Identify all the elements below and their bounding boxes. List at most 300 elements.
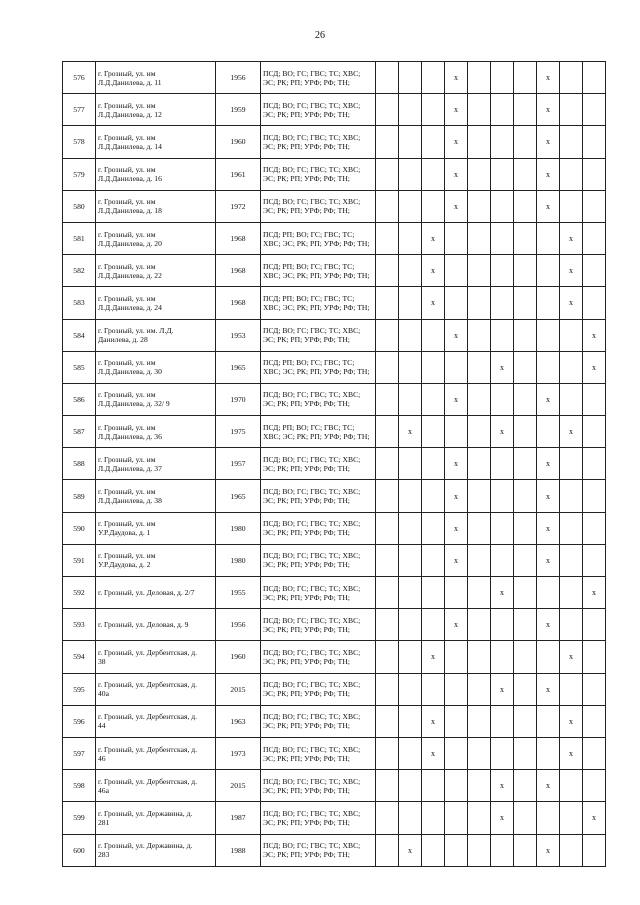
period-mark-cell [422, 351, 445, 383]
systems-cell: ПСД; ВО; ГС; ГВС; ТС; ХВС; ЭС; РК; РП; УРФ; РФ; ТН; [261, 577, 376, 609]
period-mark-cell: х [583, 577, 606, 609]
period-mark-cell [376, 544, 399, 576]
period-mark-cell [560, 383, 583, 415]
period-mark-cell [399, 94, 422, 126]
period-mark-cell [583, 158, 606, 190]
year-cell: 1956 [216, 62, 261, 94]
period-mark-cell [560, 512, 583, 544]
period-mark-cell [560, 62, 583, 94]
period-mark-cell [491, 383, 514, 415]
period-mark-cell [514, 190, 537, 222]
period-mark-cell [422, 770, 445, 802]
table-row [63, 62, 606, 94]
period-mark-cell [583, 834, 606, 866]
period-mark-cell [376, 94, 399, 126]
period-mark-cell [583, 609, 606, 641]
year-cell: 1955 [216, 577, 261, 609]
address-cell: г. Грозный, ул. Державина, д. 283 [96, 834, 216, 866]
period-mark-cell [468, 802, 491, 834]
address-cell: г. Грозный, ул. им Л.Д.Данилева, д. 20 [96, 222, 216, 254]
table-row [63, 641, 606, 673]
year-cell: 1968 [216, 287, 261, 319]
period-mark-cell [560, 673, 583, 705]
period-mark-cell [468, 287, 491, 319]
period-mark-cell [514, 544, 537, 576]
period-mark-cell [468, 255, 491, 287]
period-mark-cell [583, 222, 606, 254]
year-cell: 1960 [216, 126, 261, 158]
period-mark-cell [491, 705, 514, 737]
period-mark-cell: х [445, 480, 468, 512]
period-mark-cell [445, 770, 468, 802]
period-mark-cell [491, 190, 514, 222]
period-mark-cell: х [445, 609, 468, 641]
period-mark-cell [399, 802, 422, 834]
period-mark-cell: х [445, 383, 468, 415]
period-mark-cell: х [445, 94, 468, 126]
period-mark-cell [376, 705, 399, 737]
address-cell: г. Грозный, ул. им Л.Д.Данилева, д. 36 [96, 416, 216, 448]
period-mark-cell: х [491, 770, 514, 802]
period-mark-cell [514, 673, 537, 705]
period-mark-cell: х [537, 126, 560, 158]
systems-cell: ПСД; ВО; ГС; ГВС; ТС; ХВС; ЭС; РК; РП; УРФ; РФ; ТН; [261, 802, 376, 834]
period-mark-cell [376, 319, 399, 351]
period-mark-cell [445, 255, 468, 287]
systems-cell: ПСД; ВО; ГС; ГВС; ТС; ХВС; ЭС; РК; РП; УРФ; РФ; ТН; [261, 512, 376, 544]
period-mark-cell [399, 512, 422, 544]
period-mark-cell: х [560, 416, 583, 448]
period-mark-cell [399, 383, 422, 415]
period-mark-cell [560, 190, 583, 222]
period-mark-cell [514, 770, 537, 802]
period-mark-cell [399, 673, 422, 705]
address-cell: г. Грозный, ул. Дербентская, д. 46 [96, 737, 216, 769]
period-mark-cell [537, 222, 560, 254]
period-mark-cell [537, 287, 560, 319]
period-mark-cell [422, 512, 445, 544]
period-mark-cell [514, 126, 537, 158]
period-mark-cell [422, 383, 445, 415]
period-mark-cell: х [445, 190, 468, 222]
period-mark-cell [537, 705, 560, 737]
period-mark-cell [514, 448, 537, 480]
year-cell: 1972 [216, 190, 261, 222]
period-mark-cell [468, 673, 491, 705]
period-mark-cell [468, 190, 491, 222]
period-mark-cell: х [537, 62, 560, 94]
year-cell: 1965 [216, 480, 261, 512]
period-mark-cell: х [422, 737, 445, 769]
period-mark-cell [422, 480, 445, 512]
period-mark-cell [445, 416, 468, 448]
table-row [63, 319, 606, 351]
period-mark-cell: х [560, 222, 583, 254]
systems-cell: ПСД; ВО; ГС; ГВС; ТС; ХВС; ЭС; РК; РП; УРФ; РФ; ТН; [261, 383, 376, 415]
table-row [63, 287, 606, 319]
period-mark-cell [399, 577, 422, 609]
period-mark-cell [376, 512, 399, 544]
period-mark-cell [422, 319, 445, 351]
period-mark-cell [445, 351, 468, 383]
row-number: 595 [63, 673, 96, 705]
address-cell: г. Грозный, ул. Дербентская, д. 40а [96, 673, 216, 705]
period-mark-cell [376, 737, 399, 769]
period-mark-cell [491, 255, 514, 287]
period-mark-cell [468, 94, 491, 126]
period-mark-cell [376, 62, 399, 94]
systems-cell: ПСД; РП; ВО; ГС; ГВС; ТС; ХВС; ЭС; РК; РП; УРФ; РФ; ТН; [261, 222, 376, 254]
period-mark-cell: х [445, 512, 468, 544]
period-mark-cell [491, 834, 514, 866]
table-row [63, 673, 606, 705]
year-cell: 1975 [216, 416, 261, 448]
period-mark-cell: х [560, 287, 583, 319]
period-mark-cell [445, 834, 468, 866]
period-mark-cell: х [560, 255, 583, 287]
period-mark-cell: х [491, 577, 514, 609]
period-mark-cell [399, 609, 422, 641]
address-cell: г. Грозный, ул. Деловая, д. 9 [96, 609, 216, 641]
period-mark-cell [376, 480, 399, 512]
row-number: 594 [63, 641, 96, 673]
row-number: 579 [63, 158, 96, 190]
period-mark-cell [514, 577, 537, 609]
period-mark-cell [468, 512, 491, 544]
table-row [63, 609, 606, 641]
year-cell: 1957 [216, 448, 261, 480]
period-mark-cell: х [537, 190, 560, 222]
period-mark-cell [560, 480, 583, 512]
row-number: 592 [63, 577, 96, 609]
period-mark-cell [560, 351, 583, 383]
period-mark-cell [560, 609, 583, 641]
period-mark-cell [376, 577, 399, 609]
period-mark-cell: х [537, 544, 560, 576]
row-number: 587 [63, 416, 96, 448]
period-mark-cell: х [491, 673, 514, 705]
table-row [63, 126, 606, 158]
period-mark-cell [399, 255, 422, 287]
period-mark-cell [445, 673, 468, 705]
address-cell: г. Грозный, ул. Дербентская, д. 44 [96, 705, 216, 737]
period-mark-cell [399, 351, 422, 383]
period-mark-cell [376, 383, 399, 415]
table-row [63, 480, 606, 512]
period-mark-cell: х [491, 351, 514, 383]
year-cell: 1963 [216, 705, 261, 737]
period-mark-cell [583, 383, 606, 415]
systems-cell: ПСД; ВО; ГС; ГВС; ТС; ХВС; ЭС; РК; РП; УРФ; РФ; ТН; [261, 770, 376, 802]
address-cell: г. Грозный, ул. им Л.Д.Данилева, д. 38 [96, 480, 216, 512]
period-mark-cell [376, 641, 399, 673]
period-mark-cell [583, 641, 606, 673]
systems-cell: ПСД; РП; ВО; ГС; ГВС; ТС; ХВС; ЭС; РК; РП; УРФ; РФ; ТН; [261, 255, 376, 287]
period-mark-cell [560, 577, 583, 609]
period-mark-cell [422, 126, 445, 158]
systems-cell: ПСД; РП; ВО; ГС; ГВС; ТС; ХВС; ЭС; РК; РП; УРФ; РФ; ТН; [261, 287, 376, 319]
period-mark-cell [537, 641, 560, 673]
period-mark-cell [537, 416, 560, 448]
period-mark-cell [560, 126, 583, 158]
period-mark-cell [514, 351, 537, 383]
period-mark-cell [468, 351, 491, 383]
address-cell: г. Грозный, ул. им Л.Д.Данилева, д. 24 [96, 287, 216, 319]
year-cell: 1968 [216, 222, 261, 254]
period-mark-cell [514, 62, 537, 94]
table-row [63, 834, 606, 866]
period-mark-cell [491, 319, 514, 351]
period-mark-cell [422, 609, 445, 641]
period-mark-cell [445, 737, 468, 769]
period-mark-cell [514, 255, 537, 287]
period-mark-cell: х [422, 222, 445, 254]
housing-registry-table [62, 61, 606, 867]
year-cell: 1961 [216, 158, 261, 190]
period-mark-cell [399, 222, 422, 254]
period-mark-cell [445, 287, 468, 319]
period-mark-cell [583, 544, 606, 576]
period-mark-cell [399, 319, 422, 351]
table-row [63, 770, 606, 802]
period-mark-cell [399, 448, 422, 480]
period-mark-cell: х [445, 448, 468, 480]
row-number: 582 [63, 255, 96, 287]
period-mark-cell [583, 673, 606, 705]
period-mark-cell [583, 770, 606, 802]
period-mark-cell [376, 770, 399, 802]
period-mark-cell [514, 94, 537, 126]
period-mark-cell [491, 512, 514, 544]
period-mark-cell [560, 448, 583, 480]
period-mark-cell [514, 222, 537, 254]
period-mark-cell [491, 448, 514, 480]
row-number: 580 [63, 190, 96, 222]
period-mark-cell: х [422, 255, 445, 287]
period-mark-cell [491, 737, 514, 769]
year-cell: 1960 [216, 641, 261, 673]
period-mark-cell [491, 126, 514, 158]
table-row [63, 705, 606, 737]
period-mark-cell: х [445, 62, 468, 94]
period-mark-cell [422, 62, 445, 94]
period-mark-cell: х [560, 705, 583, 737]
period-mark-cell [376, 834, 399, 866]
row-number: 578 [63, 126, 96, 158]
systems-cell: ПСД; ВО; ГС; ГВС; ТС; ХВС; ЭС; РК; РП; УРФ; РФ; ТН; [261, 834, 376, 866]
period-mark-cell: х [422, 641, 445, 673]
period-mark-cell [468, 544, 491, 576]
year-cell: 1965 [216, 351, 261, 383]
row-number: 589 [63, 480, 96, 512]
period-mark-cell [468, 416, 491, 448]
row-number: 597 [63, 737, 96, 769]
row-number: 590 [63, 512, 96, 544]
period-mark-cell [491, 609, 514, 641]
address-cell: г. Грозный, ул. им Л.Д.Данилева, д. 12 [96, 94, 216, 126]
address-cell: г. Грозный, ул. им Л.Д.Данилева, д. 22 [96, 255, 216, 287]
address-cell: г. Грозный, ул. им Л.Д.Данилева, д. 30 [96, 351, 216, 383]
period-mark-cell [376, 351, 399, 383]
address-cell: г. Грозный, ул. им Л.Д.Данилева, д. 11 [96, 62, 216, 94]
period-mark-cell [468, 62, 491, 94]
row-number: 577 [63, 94, 96, 126]
systems-cell: ПСД; ВО; ГС; ГВС; ТС; ХВС; ЭС; РК; РП; УРФ; РФ; ТН; [261, 641, 376, 673]
period-mark-cell [376, 416, 399, 448]
period-mark-cell [422, 834, 445, 866]
period-mark-cell [376, 255, 399, 287]
period-mark-cell [514, 287, 537, 319]
period-mark-cell [560, 770, 583, 802]
systems-cell: ПСД; ВО; ГС; ГВС; ТС; ХВС; ЭС; РК; РП; УРФ; РФ; ТН; [261, 158, 376, 190]
row-number: 581 [63, 222, 96, 254]
address-cell: г. Грозный, ул. Дербентская, д. 46а [96, 770, 216, 802]
period-mark-cell [422, 158, 445, 190]
address-cell: г. Грозный, ул. им Л.Д.Данилева, д. 16 [96, 158, 216, 190]
period-mark-cell [468, 834, 491, 866]
period-mark-cell [422, 673, 445, 705]
period-mark-cell [537, 319, 560, 351]
period-mark-cell: х [399, 416, 422, 448]
period-mark-cell [376, 126, 399, 158]
systems-cell: ПСД; ВО; ГС; ГВС; ТС; ХВС; ЭС; РК; РП; УРФ; РФ; ТН; [261, 673, 376, 705]
row-number: 576 [63, 62, 96, 94]
period-mark-cell [514, 802, 537, 834]
period-mark-cell [399, 705, 422, 737]
period-mark-cell [399, 62, 422, 94]
year-cell: 1980 [216, 544, 261, 576]
row-number: 583 [63, 287, 96, 319]
table-row [63, 222, 606, 254]
row-number: 600 [63, 834, 96, 866]
systems-cell: ПСД; ВО; ГС; ГВС; ТС; ХВС; ЭС; РК; РП; УРФ; РФ; ТН; [261, 319, 376, 351]
period-mark-cell [422, 448, 445, 480]
period-mark-cell [399, 480, 422, 512]
year-cell: 1953 [216, 319, 261, 351]
period-mark-cell [399, 737, 422, 769]
period-mark-cell [560, 94, 583, 126]
period-mark-cell [422, 94, 445, 126]
address-cell: г. Грозный, ул. им Л.Д.Данилева, д. 37 [96, 448, 216, 480]
period-mark-cell [422, 577, 445, 609]
address-cell: г. Грозный, ул. Деловая, д. 2/7 [96, 577, 216, 609]
period-mark-cell [514, 512, 537, 544]
address-cell: г. Грозный, ул. им У.Р.Даудова, д. 2 [96, 544, 216, 576]
period-mark-cell: х [422, 287, 445, 319]
systems-cell: ПСД; ВО; ГС; ГВС; ТС; ХВС; ЭС; РК; РП; УРФ; РФ; ТН; [261, 609, 376, 641]
period-mark-cell [376, 802, 399, 834]
period-mark-cell [583, 255, 606, 287]
period-mark-cell [583, 287, 606, 319]
table-row [63, 802, 606, 834]
period-mark-cell [468, 641, 491, 673]
row-number: 585 [63, 351, 96, 383]
period-mark-cell [422, 190, 445, 222]
period-mark-cell [399, 158, 422, 190]
period-mark-cell [491, 287, 514, 319]
systems-cell: ПСД; ВО; ГС; ГВС; ТС; ХВС; ЭС; РК; РП; УРФ; РФ; ТН; [261, 62, 376, 94]
period-mark-cell: х [399, 834, 422, 866]
period-mark-cell: х [445, 158, 468, 190]
table-row [63, 737, 606, 769]
period-mark-cell [583, 62, 606, 94]
row-number: 598 [63, 770, 96, 802]
row-number: 593 [63, 609, 96, 641]
period-mark-cell: х [537, 158, 560, 190]
row-number: 596 [63, 705, 96, 737]
period-mark-cell [583, 480, 606, 512]
period-mark-cell [560, 319, 583, 351]
period-mark-cell [491, 544, 514, 576]
table-row [63, 190, 606, 222]
address-cell: г. Грозный, ул. Державина, д. 281 [96, 802, 216, 834]
period-mark-cell [468, 737, 491, 769]
period-mark-cell [514, 319, 537, 351]
period-mark-cell: х [583, 802, 606, 834]
period-mark-cell [514, 416, 537, 448]
year-cell: 1956 [216, 609, 261, 641]
period-mark-cell [583, 126, 606, 158]
period-mark-cell [514, 834, 537, 866]
period-mark-cell [583, 94, 606, 126]
period-mark-cell [514, 158, 537, 190]
systems-cell: ПСД; РП; ВО; ГС; ГВС; ТС; ХВС; ЭС; РК; РП; УРФ; РФ; ТН; [261, 351, 376, 383]
table-row [63, 158, 606, 190]
period-mark-cell [399, 770, 422, 802]
period-mark-cell [468, 480, 491, 512]
period-mark-cell [376, 609, 399, 641]
period-mark-cell [491, 158, 514, 190]
table-row [63, 255, 606, 287]
year-cell: 2015 [216, 673, 261, 705]
address-cell: г. Грозный, ул. им У.Р.Даудова, д. 1 [96, 512, 216, 544]
period-mark-cell [537, 802, 560, 834]
period-mark-cell [376, 673, 399, 705]
year-cell: 1973 [216, 737, 261, 769]
period-mark-cell [399, 190, 422, 222]
table-row [63, 416, 606, 448]
address-cell: г. Грозный, ул. им Л.Д.Данилева, д. 14 [96, 126, 216, 158]
period-mark-cell [583, 512, 606, 544]
period-mark-cell [399, 126, 422, 158]
period-mark-cell [468, 319, 491, 351]
period-mark-cell [491, 62, 514, 94]
period-mark-cell [583, 448, 606, 480]
period-mark-cell [422, 802, 445, 834]
row-number: 599 [63, 802, 96, 834]
period-mark-cell [583, 190, 606, 222]
table-row [63, 448, 606, 480]
period-mark-cell [560, 544, 583, 576]
systems-cell: ПСД; ВО; ГС; ГВС; ТС; ХВС; ЭС; РК; РП; УРФ; РФ; ТН; [261, 94, 376, 126]
period-mark-cell [445, 641, 468, 673]
row-number: 584 [63, 319, 96, 351]
period-mark-cell [491, 94, 514, 126]
period-mark-cell: х [537, 448, 560, 480]
table-body [63, 62, 606, 867]
systems-cell: ПСД; ВО; ГС; ГВС; ТС; ХВС; ЭС; РК; РП; УРФ; РФ; ТН; [261, 705, 376, 737]
page-number: 26 [315, 30, 325, 41]
period-mark-cell [468, 448, 491, 480]
period-mark-cell [376, 222, 399, 254]
year-cell: 1968 [216, 255, 261, 287]
table-row [63, 94, 606, 126]
period-mark-cell: х [491, 802, 514, 834]
period-mark-cell: х [560, 737, 583, 769]
period-mark-cell: х [445, 126, 468, 158]
address-cell: г. Грозный, ул. им. Л.Д. Данилева, д. 28 [96, 319, 216, 351]
address-cell: г. Грозный, ул. Дербентская, д. 38 [96, 641, 216, 673]
